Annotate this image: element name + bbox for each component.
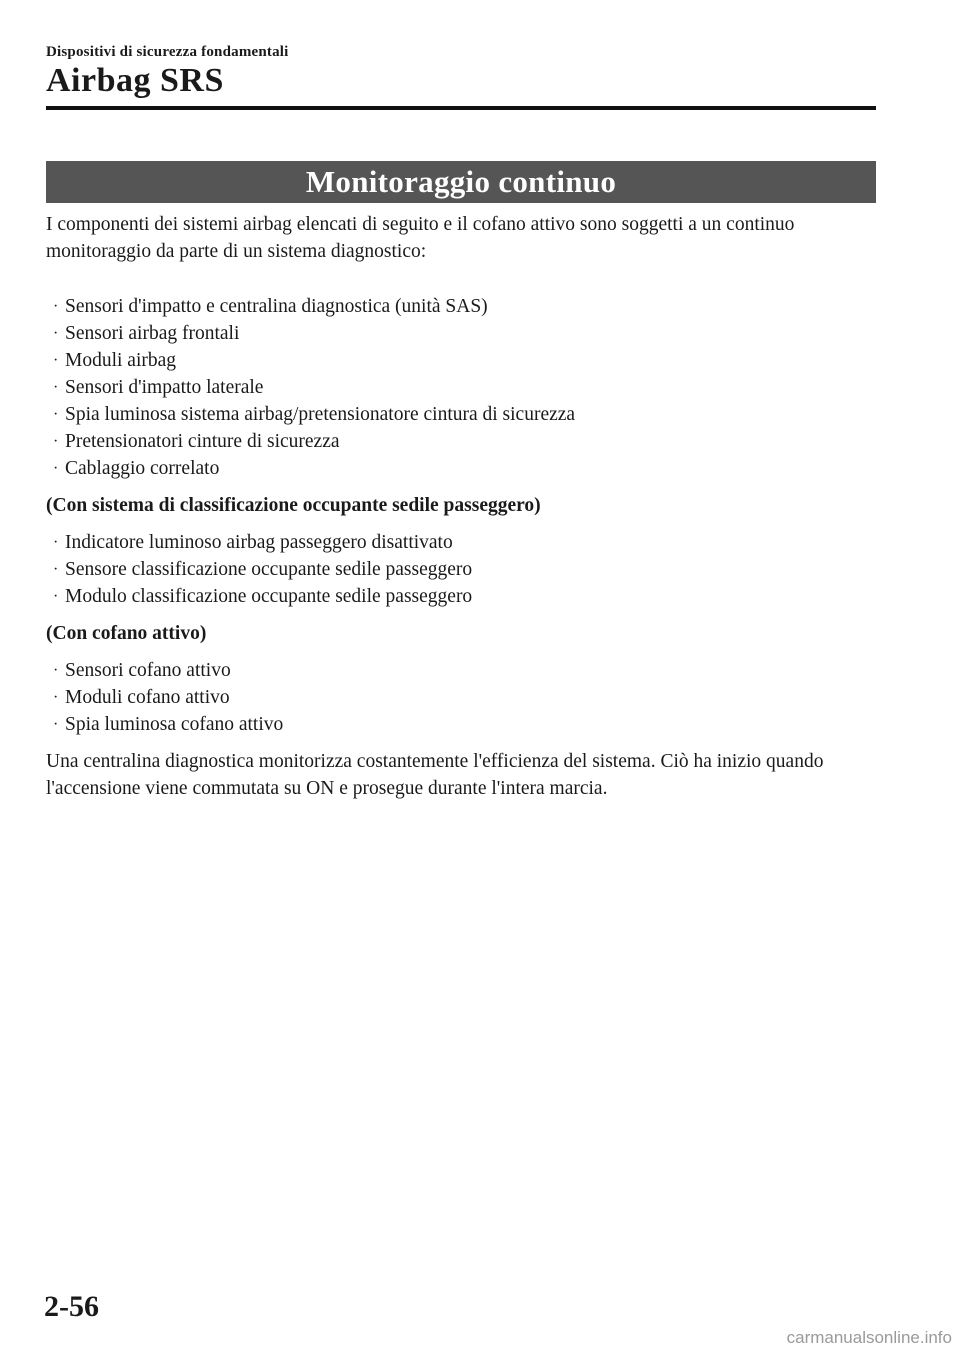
bullet-icon: · [53,662,59,679]
page-number: 2-56 [44,1290,99,1323]
bullet-icon: · [53,689,59,706]
passenger-component-list [46,529,876,610]
list-item: · Indicatore luminoso airbag passeggero disattivato [46,529,876,556]
passenger-group-heading: (Con sistema di classificazione occupante sedile passeggero) [46,495,541,516]
list-item: · Modulo classificazione occupante sedile passeggero [46,583,876,610]
list-item: · Sensore classificazione occupante sedile passeggero [46,556,876,583]
list-item: · Spia luminosa cofano attivo [46,711,876,738]
intro-paragraph: I componenti dei sistemi airbag elencati di seguito e il cofano attivo sono soggetti a un continuo monitoraggio da parte di un sistema diagnostico: [46,214,795,262]
list-item: · Cablaggio correlato [46,455,876,482]
bullet-icon: · [53,716,59,733]
bullet-icon: · [53,352,59,369]
list-item: · Moduli cofano attivo [46,684,876,711]
page-title: Airbag SRS [46,62,224,99]
bullet-icon: · [53,298,59,315]
header-rule [46,106,876,110]
bullet-icon: · [53,561,59,578]
hood-component-list [46,657,876,738]
bullet-icon: · [53,588,59,605]
section-title: Monitoraggio continuo [305,164,617,199]
bullet-icon: · [53,325,59,342]
chapter-label: Dispositivi di sicurezza fondamentali [46,44,289,60]
list-item: · Sensori d'impatto e centralina diagnostica (unità SAS) [46,293,876,320]
list-item: · Sensori d'impatto laterale [46,374,876,401]
section-heading-bar [46,161,876,203]
content-body [46,211,876,802]
list-item: · Moduli airbag [46,347,876,374]
list-item: · Sensori cofano attivo [46,657,876,684]
bullet-icon: · [53,534,59,551]
bullet-icon: · [53,379,59,396]
bullet-icon: · [53,460,59,477]
hood-group-heading: (Con cofano attivo) [46,623,207,644]
closing-paragraph: Una centralina diagnostica monitorizza costantemente l'efficienza del sistema. Ciò ha inizio quando l'accensione viene commutata su ON e prosegue durante l'intera marcia. [46,751,824,799]
main-component-list [46,293,876,482]
list-item: · Sensori airbag frontali [46,320,876,347]
bullet-icon: · [53,406,59,423]
bullet-icon: · [53,433,59,450]
list-item: · Spia luminosa sistema airbag/pretensionatore cintura di sicurezza [46,401,876,428]
watermark: carmanualsonline.info [786,1328,952,1347]
list-item: · Pretensionatori cinture di sicurezza [46,428,876,455]
